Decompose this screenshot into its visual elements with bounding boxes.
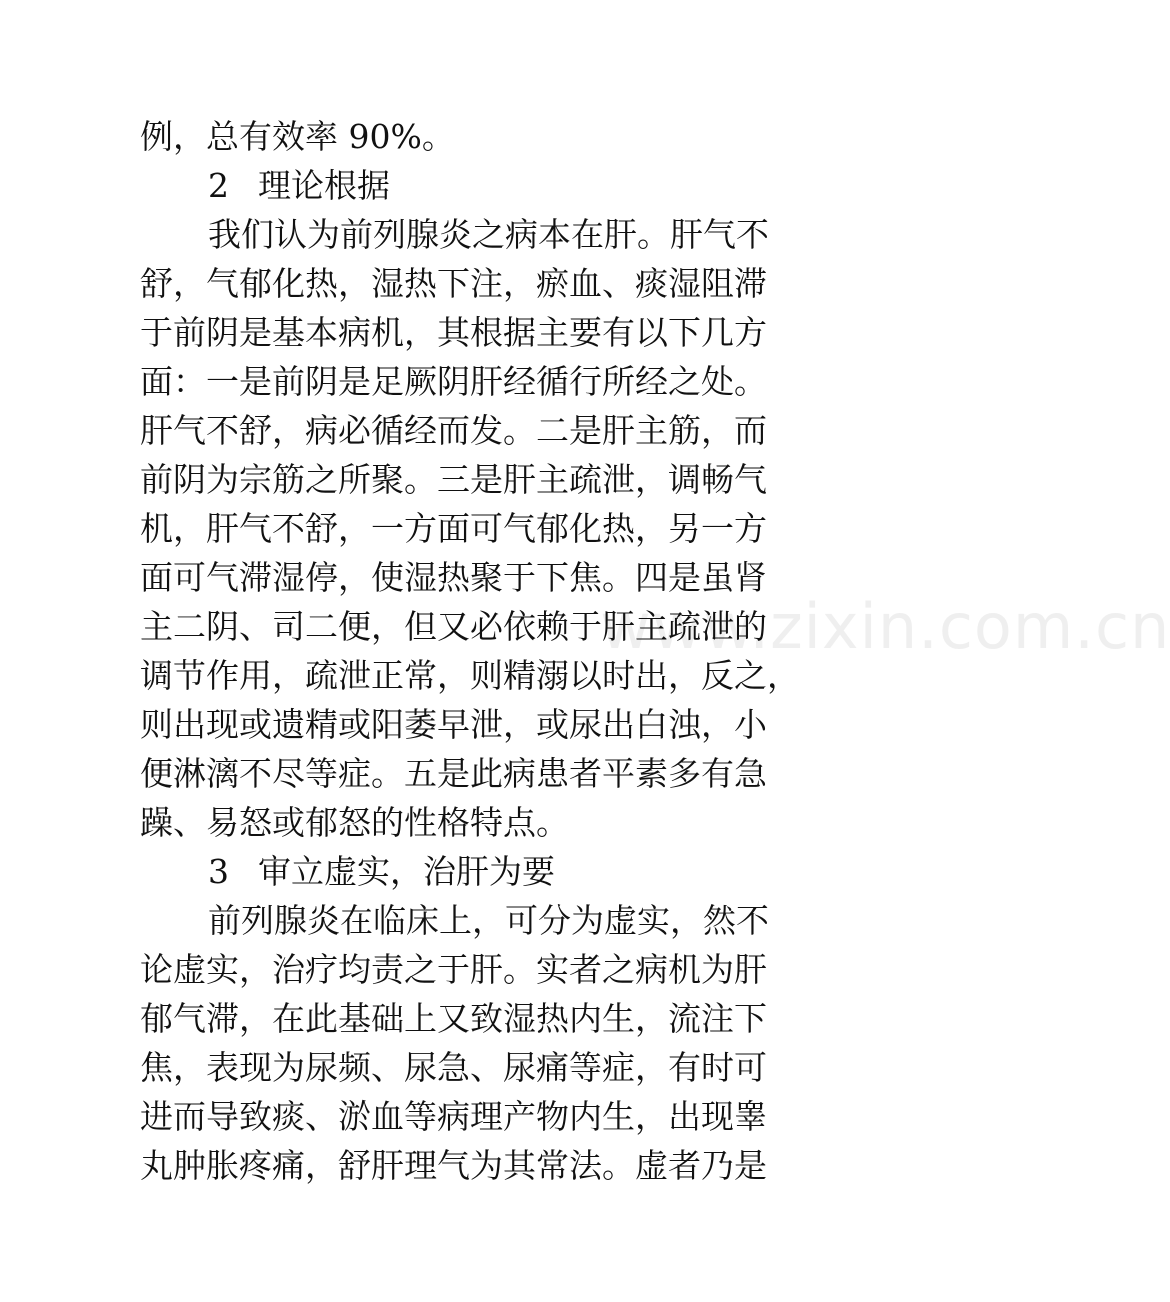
text-line: 舒，气郁化热，湿热下注，瘀血、痰湿阻滞 <box>140 264 767 303</box>
text-line: 郁气滞，在此基础上又致湿热内生，流注下 <box>140 999 767 1038</box>
text-line: 机，肝气不舒，一方面可气郁化热，另一方 <box>140 509 767 548</box>
section-heading <box>140 847 800 896</box>
section-number: 3 <box>208 852 229 891</box>
text-line: 例，总有效率 90%。 <box>140 117 455 156</box>
text-line: 前阴为宗筋之所聚。三是肝主疏泄，调畅气 <box>140 460 767 499</box>
text-line: 调节作用，疏泄正常，则精溺以时出，反之， <box>140 656 800 695</box>
text-line: 便淋漓不尽等症。五是此病患者平素多有急 <box>140 754 767 793</box>
section-number: 2 <box>208 166 229 205</box>
text-line: 躁、易怒或郁怒的性格特点。 <box>140 803 569 842</box>
section-heading <box>140 161 800 210</box>
text-line: 主二阴、司二便，但又必依赖于肝主疏泄的 <box>140 607 767 646</box>
text-line: 于前阴是基本病机，其根据主要有以下几方 <box>140 313 767 352</box>
text-line: 论虚实，治疗均责之于肝。实者之病机为肝 <box>140 950 767 989</box>
paragraph-first-line: 前列腺炎在临床上，可分为虚实，然不 <box>208 901 769 940</box>
text-line: 则出现或遗精或阳萎早泄，或尿出白浊，小 <box>140 705 767 744</box>
section-title: 理论根据 <box>258 166 390 205</box>
watermark: www.zixin.com.cn <box>600 590 1170 663</box>
text-line: 面可气滞湿停，使湿热聚于下焦。四是虽肾 <box>140 558 767 597</box>
text-line: 肝气不舒，病必循经而发。二是肝主筋，而 <box>140 411 767 450</box>
text-line: 面：一是前阴是足厥阴肝经循行所经之处。 <box>140 362 767 401</box>
section-title: 审立虚实，治肝为要 <box>258 852 555 891</box>
text-line: 丸肿胀疼痛，舒肝理气为其常法。虚者乃是 <box>140 1146 767 1185</box>
paragraph-first-line: 我们认为前列腺炎之病本在肝。肝气不 <box>208 215 769 254</box>
text-line: 焦，表现为尿频、尿急、尿痛等症，有时可 <box>140 1048 767 1087</box>
body-text <box>140 112 800 1190</box>
text-line: 进而导致痰、淤血等病理产物内生，出现睾 <box>140 1097 767 1136</box>
